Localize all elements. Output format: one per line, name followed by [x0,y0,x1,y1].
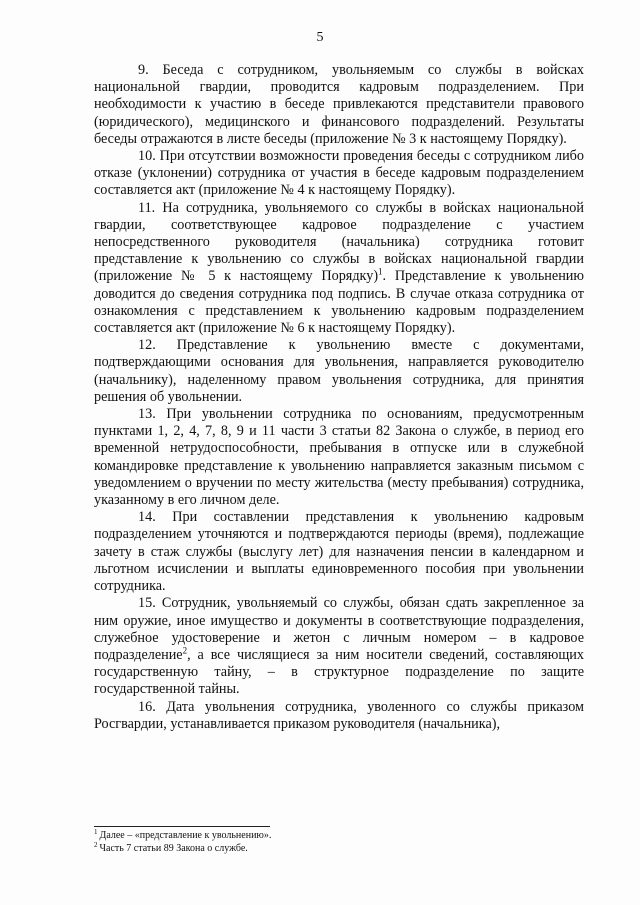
document-body [94,62,584,733]
paragraph-14: 14. При составлении представления к увольнению кадровым подразделением уточняются и подтверждаются периоды (время), подлежащие зачету в стаж службы (выслугу лет) для назначения пенсии в календарном и льготном исчислении и выплаты единовременного пособия при увольнении сотрудника. [94,509,584,595]
footnotes [94,829,584,855]
footnote-2-number: 2 [94,840,98,849]
footnote-1-text: Далее – «представление к увольнению». [99,830,272,841]
paragraph-16: 16. Дата увольнения сотрудника, уволенного со службы приказом Росгвардии, устанавливается приказом руководителя (начальника), [94,698,584,732]
paragraph-11-text-a: 11. На сотрудника, увольняемого со службы в войсках национальной гвардии, соответствующее кадровое подразделение с участием непосредственного руководителя (начальника) сотрудника готовит представление к увольнению со службы в войсках национальной гвардии (приложение № 5 к настоящему Порядку) [94,199,584,285]
page-number: 5 [316,30,324,45]
paragraph-15-text-a: 15. Сотрудник, увольняемый со службы, обязан сдать закрепленное за ним оружие, иное имущество и документы в соответствующие подразделения, служебное удостоверение и жетон с личным номером – в кадровое подразделение [94,595,584,663]
paragraph-15-text-b: , а все числящиеся за ним носители сведений, составляющих государственную тайну, – в структурное подразделение по защите государственной тайны. [94,646,584,698]
paragraph-15 [94,595,584,698]
footnote-1-number: 1 [94,827,98,836]
paragraph-11-text-b: . Представление к увольнению доводится до сведения сотрудника под подпись. В случае отказа сотрудника от ознакомления с представлением к увольнению кадровым подразделением составляется акт (приложение № 6 к настоящему Порядку). [94,268,584,337]
paragraph-10: 10. При отсутствии возможности проведения беседы с сотрудником либо отказе (уклонении) сотрудника от участия в беседе кадровым подразделением составляется акт (приложение № 4 к настоящему Порядку). [94,148,584,199]
paragraph-12: 12. Представление к увольнению вместе с документами, подтверждающими основания для увольнения, направляется руководителю (начальнику), наделенному правом увольнения сотрудника, для принятия решения об увольнении. [94,337,584,405]
paragraph-9: 9. Беседа с сотрудником, увольняемым со службы в войсках национальной гвардии, проводится кадровым подразделением. При необходимости к участию в беседе привлекаются представители правового (юридического), медицинского и финансового подразделений. Результаты беседы отражаются в листе беседы (приложение № 3 к настоящему Порядку). [94,62,584,147]
footnote-2-text: Часть 7 статьи 89 Закона о службе. [99,843,248,854]
paragraph-11 [94,200,584,338]
footnote-2 [94,842,584,855]
footnote-ref-1: 1 [378,266,383,277]
paragraph-13: 13. При увольнении сотрудника по основаниям, предусмотренным пунктами 1, 2, 4, 7, 8, 9 и 11 части 3 статьи 82 Закона о службе, в период его временной нетрудоспособности, пребывания в отпуске или в служебной командировке представление к увольнению направляется заказным письмом с уведомлением о вручении по месту жительства (месту пребывания) сотрудника, указанному в его личном деле. [94,406,584,509]
footnote-1 [94,829,584,842]
footnote-ref-2: 2 [182,645,188,656]
footnote-divider [94,826,270,827]
